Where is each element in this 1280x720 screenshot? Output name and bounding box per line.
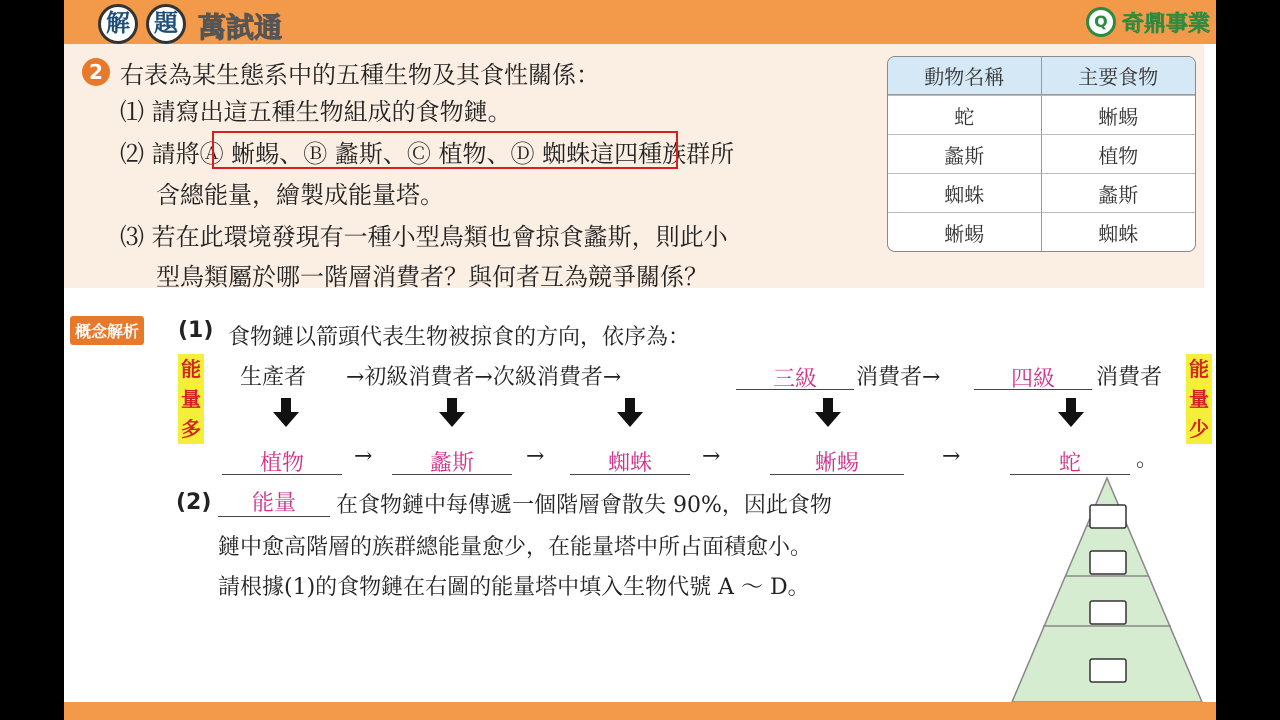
down-arrow-icon xyxy=(1057,398,1085,428)
table-row xyxy=(888,173,1195,212)
pyramid-answer-box[interactable] xyxy=(1090,659,1126,682)
underline xyxy=(392,474,512,475)
down-arrow-icon xyxy=(814,398,842,428)
tag-char: 能 xyxy=(181,357,201,381)
col-header-animal: 動物名稱 xyxy=(888,57,1041,95)
chain-arrow: → xyxy=(526,444,545,469)
cell-animal: 蠡斯 xyxy=(888,134,1041,173)
energy-more-tag xyxy=(178,354,204,444)
chain-item-katydid: 蠡斯 xyxy=(429,451,474,476)
chain-consumers: →初級消費者→次級消費者→ xyxy=(346,365,622,390)
chain-mid: 消費者→ xyxy=(856,365,941,390)
question-part2-line2: 含總能量，繪製成能量塔。 xyxy=(156,181,444,209)
question-part3-line1: ⑶ 若在此環境發現有一種小型鳥類也會掠食蠡斯，則此小 xyxy=(120,223,728,251)
part1-text: 食物鏈以箭頭代表生物被掠食的方向，依序為： xyxy=(228,325,691,350)
cell-food: 蠡斯 xyxy=(1041,173,1195,212)
chain-arrow: → xyxy=(942,444,961,469)
table-row xyxy=(888,212,1195,251)
underline xyxy=(570,474,690,475)
part2-boxed: Ⓐ 蜥蜴、Ⓑ 蠡斯、Ⓒ 植物、Ⓓ 蜘蛛 xyxy=(199,140,591,168)
underline xyxy=(770,474,904,475)
logo-icon: Q xyxy=(1086,7,1116,37)
underline xyxy=(218,516,330,517)
cell-food: 蜘蛛 xyxy=(1041,212,1195,251)
cell-animal: 蜥蜴 xyxy=(888,212,1041,251)
header-bar xyxy=(64,0,1216,44)
underline xyxy=(974,389,1092,390)
down-arrow-icon xyxy=(272,398,300,428)
part2-line2: 鏈中愈高階層的族群總能量愈少，在能量塔中所占面積愈小。 xyxy=(218,535,813,560)
header-title: 萬試通 xyxy=(198,11,283,44)
underline xyxy=(222,474,342,475)
highlight-box xyxy=(212,131,678,169)
badge-jie: 解 xyxy=(98,4,138,44)
chain-end: 消費者 xyxy=(1096,365,1163,390)
logo-text: 奇鼎事業 xyxy=(1121,11,1210,37)
question-number: 2 xyxy=(82,58,110,86)
chain-item-plant: 植物 xyxy=(259,451,304,476)
blank-fourth-level: 四級 xyxy=(1010,367,1055,392)
col-header-food: 主要食物 xyxy=(1041,57,1195,95)
blank-third-level: 三級 xyxy=(772,367,817,392)
pyramid-answer-box[interactable] xyxy=(1090,551,1126,574)
chain-item-lizard: 蜥蜴 xyxy=(814,451,859,476)
part2-suffix: 這四種族群所 xyxy=(590,140,735,168)
chain-item-spider: 蜘蛛 xyxy=(607,451,652,476)
blank-energy: 能量 xyxy=(251,491,296,516)
chain-item-snake: 蛇 xyxy=(1058,451,1081,476)
underline xyxy=(1010,474,1130,475)
tag-char: 量 xyxy=(1189,387,1209,411)
down-arrow-icon xyxy=(616,398,644,428)
question-intro: 右表為某生態系中的五種生物及其食性關係： xyxy=(120,61,600,89)
tag-char: 量 xyxy=(181,387,201,411)
down-arrow-icon xyxy=(438,398,466,428)
part1-label: (1) xyxy=(178,318,214,343)
energy-less-tag xyxy=(1186,354,1212,444)
diet-table xyxy=(887,56,1196,252)
question-part1: ⑴ 請寫出這五種生物組成的食物鏈。 xyxy=(120,98,512,126)
part2-line3: 請根據(1)的食物鏈在右圖的能量塔中填入生物代號 A ～ D。 xyxy=(218,575,810,600)
chain-arrow: → xyxy=(354,444,373,469)
tag-char: 少 xyxy=(1189,417,1209,441)
footer-bar xyxy=(64,702,1216,720)
tag-char: 能 xyxy=(1189,357,1209,381)
cell-food: 蜥蜴 xyxy=(1041,95,1195,134)
cell-animal: 蛇 xyxy=(888,95,1041,134)
part2-prefix: ⑵ 請將 xyxy=(120,140,200,168)
table-row xyxy=(888,95,1195,134)
producer-label: 生產者 xyxy=(240,365,307,390)
table-header-row xyxy=(888,57,1195,95)
table-row xyxy=(888,134,1195,173)
underline xyxy=(736,389,854,390)
energy-pyramid xyxy=(1010,476,1204,704)
part2-label: (2) xyxy=(176,490,212,515)
chain-period: 。 xyxy=(1136,447,1159,472)
pyramid-answer-box[interactable] xyxy=(1090,601,1126,624)
badge-ti: 題 xyxy=(146,4,186,44)
part2-line1: 在食物鏈中每傳遞一個階層會散失 90%，因此食物 xyxy=(336,493,832,518)
concept-tag: 概念解析 xyxy=(70,316,144,345)
publisher-logo xyxy=(1086,6,1210,38)
cell-animal: 蜘蛛 xyxy=(888,173,1041,212)
tag-char: 多 xyxy=(181,417,201,441)
cell-food: 植物 xyxy=(1041,134,1195,173)
question-part3-line2: 型鳥類屬於哪一階層消費者？與何者互為競爭關係？ xyxy=(156,263,708,291)
chain-arrow: → xyxy=(702,444,721,469)
slide xyxy=(64,0,1216,720)
pyramid-answer-box[interactable] xyxy=(1090,505,1126,528)
